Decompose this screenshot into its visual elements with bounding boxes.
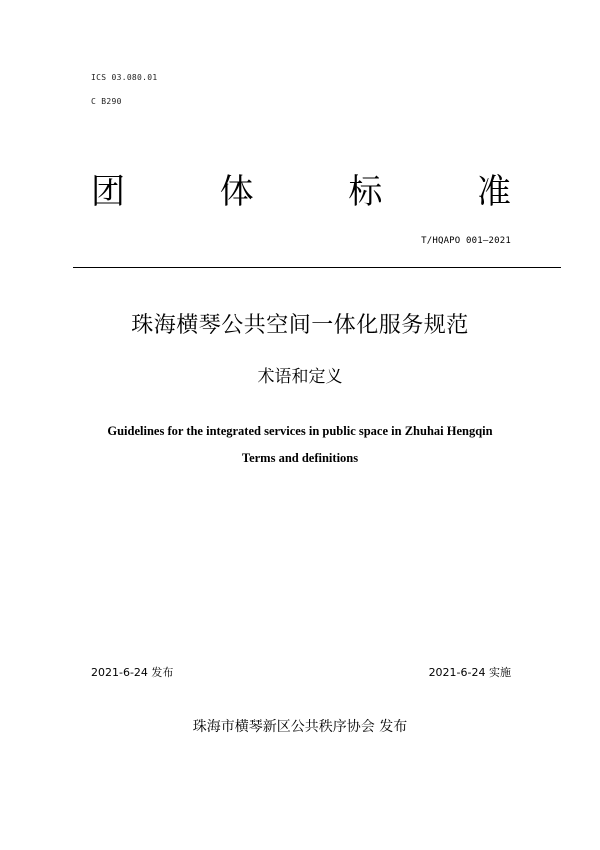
standard-type-char: 标	[348, 171, 383, 212]
document-subtitle-cn: 术语和定义	[257, 367, 343, 387]
publish-date: 2021-6-24 发布	[91, 666, 174, 679]
document-subtitle-en: Terms and definitions	[241, 451, 359, 465]
standard-type-char: 团	[91, 171, 125, 212]
standard-type-char: 准	[476, 171, 511, 212]
horizontal-divider	[73, 267, 561, 268]
standard-type-char: 体	[219, 171, 254, 212]
implementation-date: 2021-6-24 实施	[428, 666, 511, 679]
document-title-en: Guidelines for the integrated services in public space in Zhuhai Hengqin	[107, 424, 493, 438]
ccs-code: C B290	[91, 97, 122, 106]
publisher: 珠海市横琴新区公共秩序协会 发布	[192, 719, 408, 735]
standard-code: T/HQAPO 001—2021	[421, 236, 511, 246]
standard-type-heading	[91, 166, 511, 210]
document-title-cn: 珠海横琴公共空间一体化服务规范	[131, 313, 469, 338]
ics-code: ICS 03.080.01	[91, 73, 158, 82]
